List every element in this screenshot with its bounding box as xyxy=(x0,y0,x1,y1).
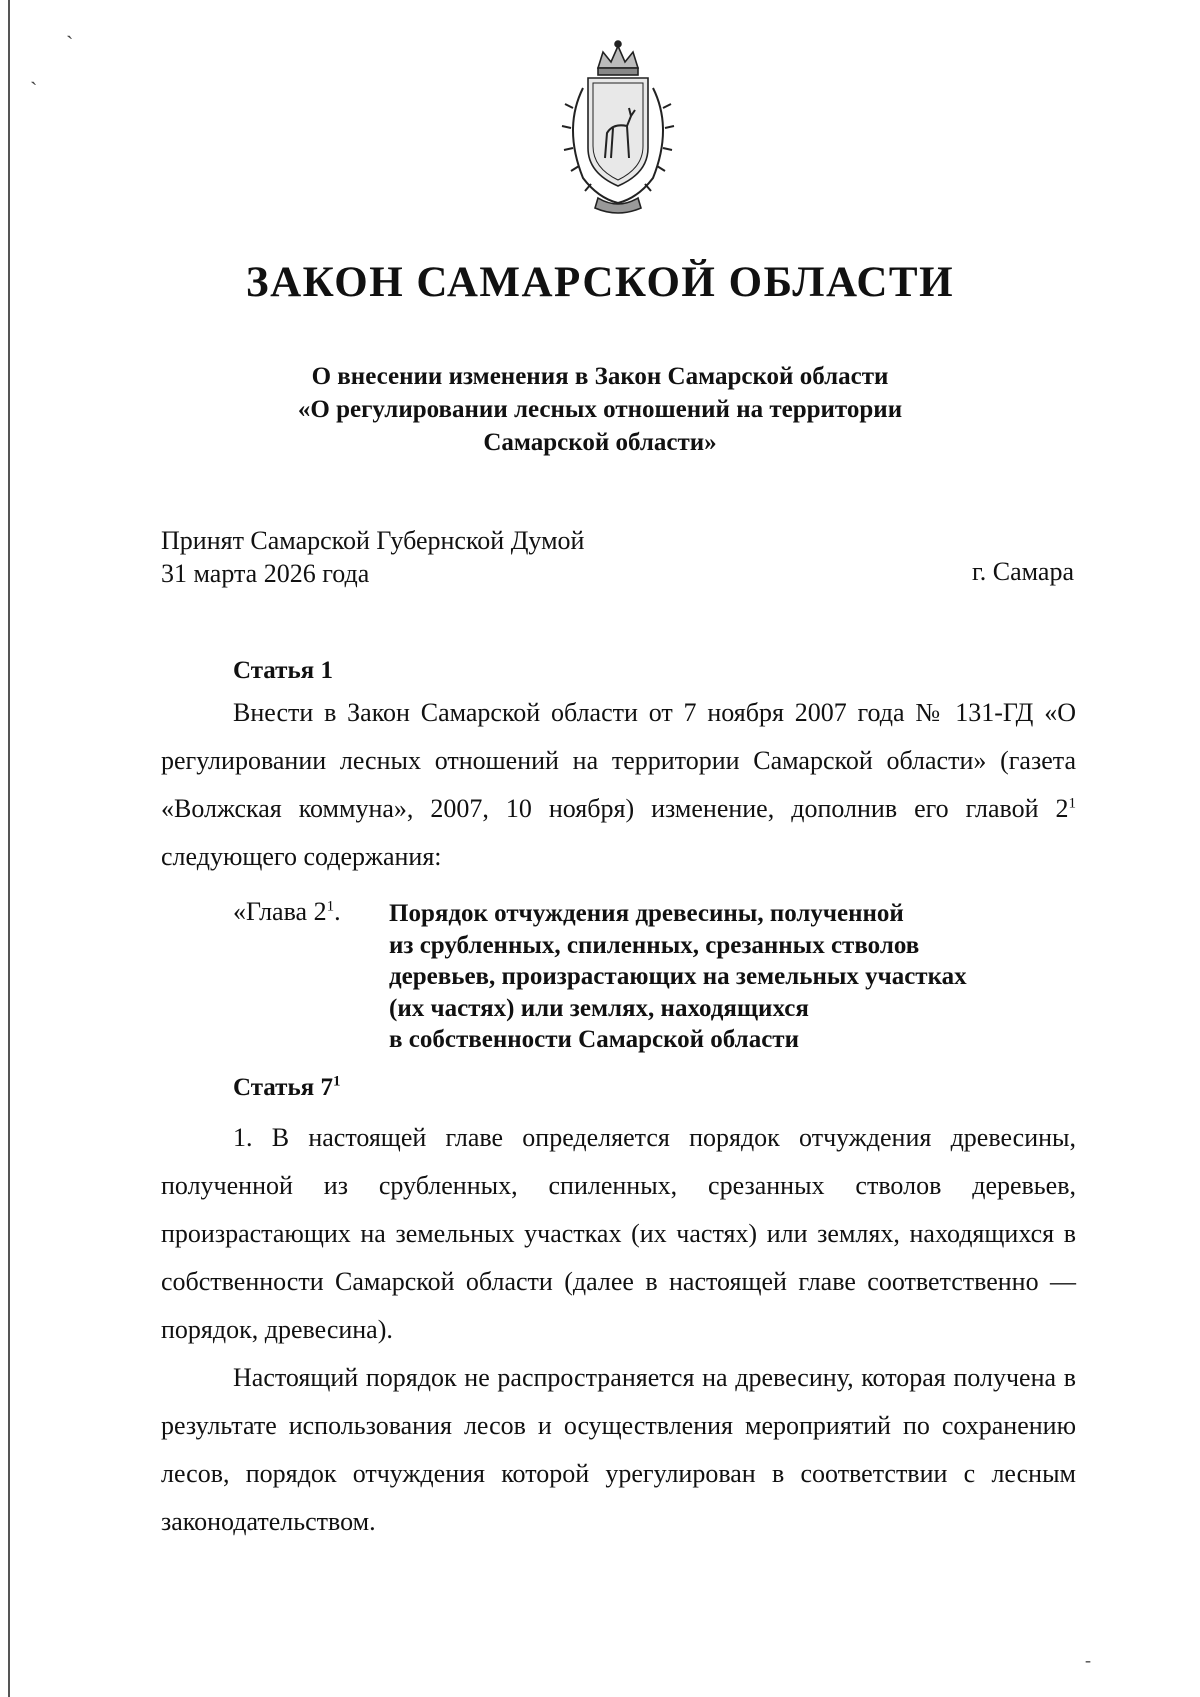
adoption-city: г. Самара xyxy=(972,557,1074,586)
chapter-title-line: Порядок отчуждения древесины, полученной xyxy=(389,900,904,927)
scan-mark: - xyxy=(1085,1650,1091,1670)
superscript: 1 xyxy=(1068,795,1076,812)
superscript: 1 xyxy=(326,898,335,915)
scan-mark: ˏ xyxy=(66,14,74,39)
article-7-1-paragraph-1: 1. В настоящей главе определяется порядок отчуждения древесины, полученной из срубленных, спиленных, срезанных стволов деревьев, произрастающих на земельных участках (их частях) или землях, находящихся в собственности Самарской области (далее в настоящей главе соответственно — порядок, древесина). xyxy=(161,1123,1076,1344)
chapter-title-line: из срубленных, спиленных, срезанных стволов xyxy=(389,931,920,959)
adoption-info xyxy=(161,524,584,590)
superscript: 1 xyxy=(332,1073,341,1090)
law-title: ЗАКОН САМАРСКОЙ ОБЛАСТИ xyxy=(245,259,955,306)
subtitle-line: Самарской области» xyxy=(483,429,717,456)
samara-coat-of-arms-emblem xyxy=(543,38,693,218)
chapter-title-line: в собственности Самарской области xyxy=(389,1026,799,1053)
article-1-text xyxy=(161,689,1076,881)
subtitle-line: «О регулировании лесных отношений на территории xyxy=(297,396,903,423)
adoption-date: 31 марта 2026 года xyxy=(161,559,370,588)
article-1-text-part: следующего содержания: xyxy=(161,842,442,871)
chapter-title-line: деревьев, произрастающих на земельных участках xyxy=(389,963,967,990)
adoption-body: Принят Самарской Губернской Думой xyxy=(161,526,585,555)
law-subtitle xyxy=(0,360,1200,459)
scan-mark: ˏ xyxy=(30,60,38,85)
article-1-text-part: Внести в Закон Самарской области от 7 ноября 2007 года № 131-ГД «О регулировании лесных отношений на территории Самарской области» (газета «Волжская коммуна», 2007, 10 ноября) изменение, дополнив его главой 2 xyxy=(161,698,1076,823)
chapter-title-line: (их частях) или землях, находящихся xyxy=(389,994,809,1022)
chapter-label xyxy=(233,897,341,927)
chapter-label-text: «Глава 2 xyxy=(233,897,327,926)
article-7-1-heading-text: Статья 7 xyxy=(233,1074,333,1101)
chapter-label-dot: . xyxy=(334,897,341,926)
subtitle-line: О внесении изменения в Закон Самарской области xyxy=(311,363,889,390)
scan-edge-line xyxy=(8,0,10,1697)
article-1-heading: Статья 1 xyxy=(233,657,333,684)
chapter-title xyxy=(389,898,1069,1056)
article-7-1-heading xyxy=(233,1074,340,1102)
article-7-1-paragraph-2: Настоящий порядок не распространяется на древесину, которая получена в результате использования лесов и осуществления мероприятий по сохранению лесов, порядок отчуждения которой урегулирован в соответствии с лесным законодательством. xyxy=(161,1363,1076,1536)
